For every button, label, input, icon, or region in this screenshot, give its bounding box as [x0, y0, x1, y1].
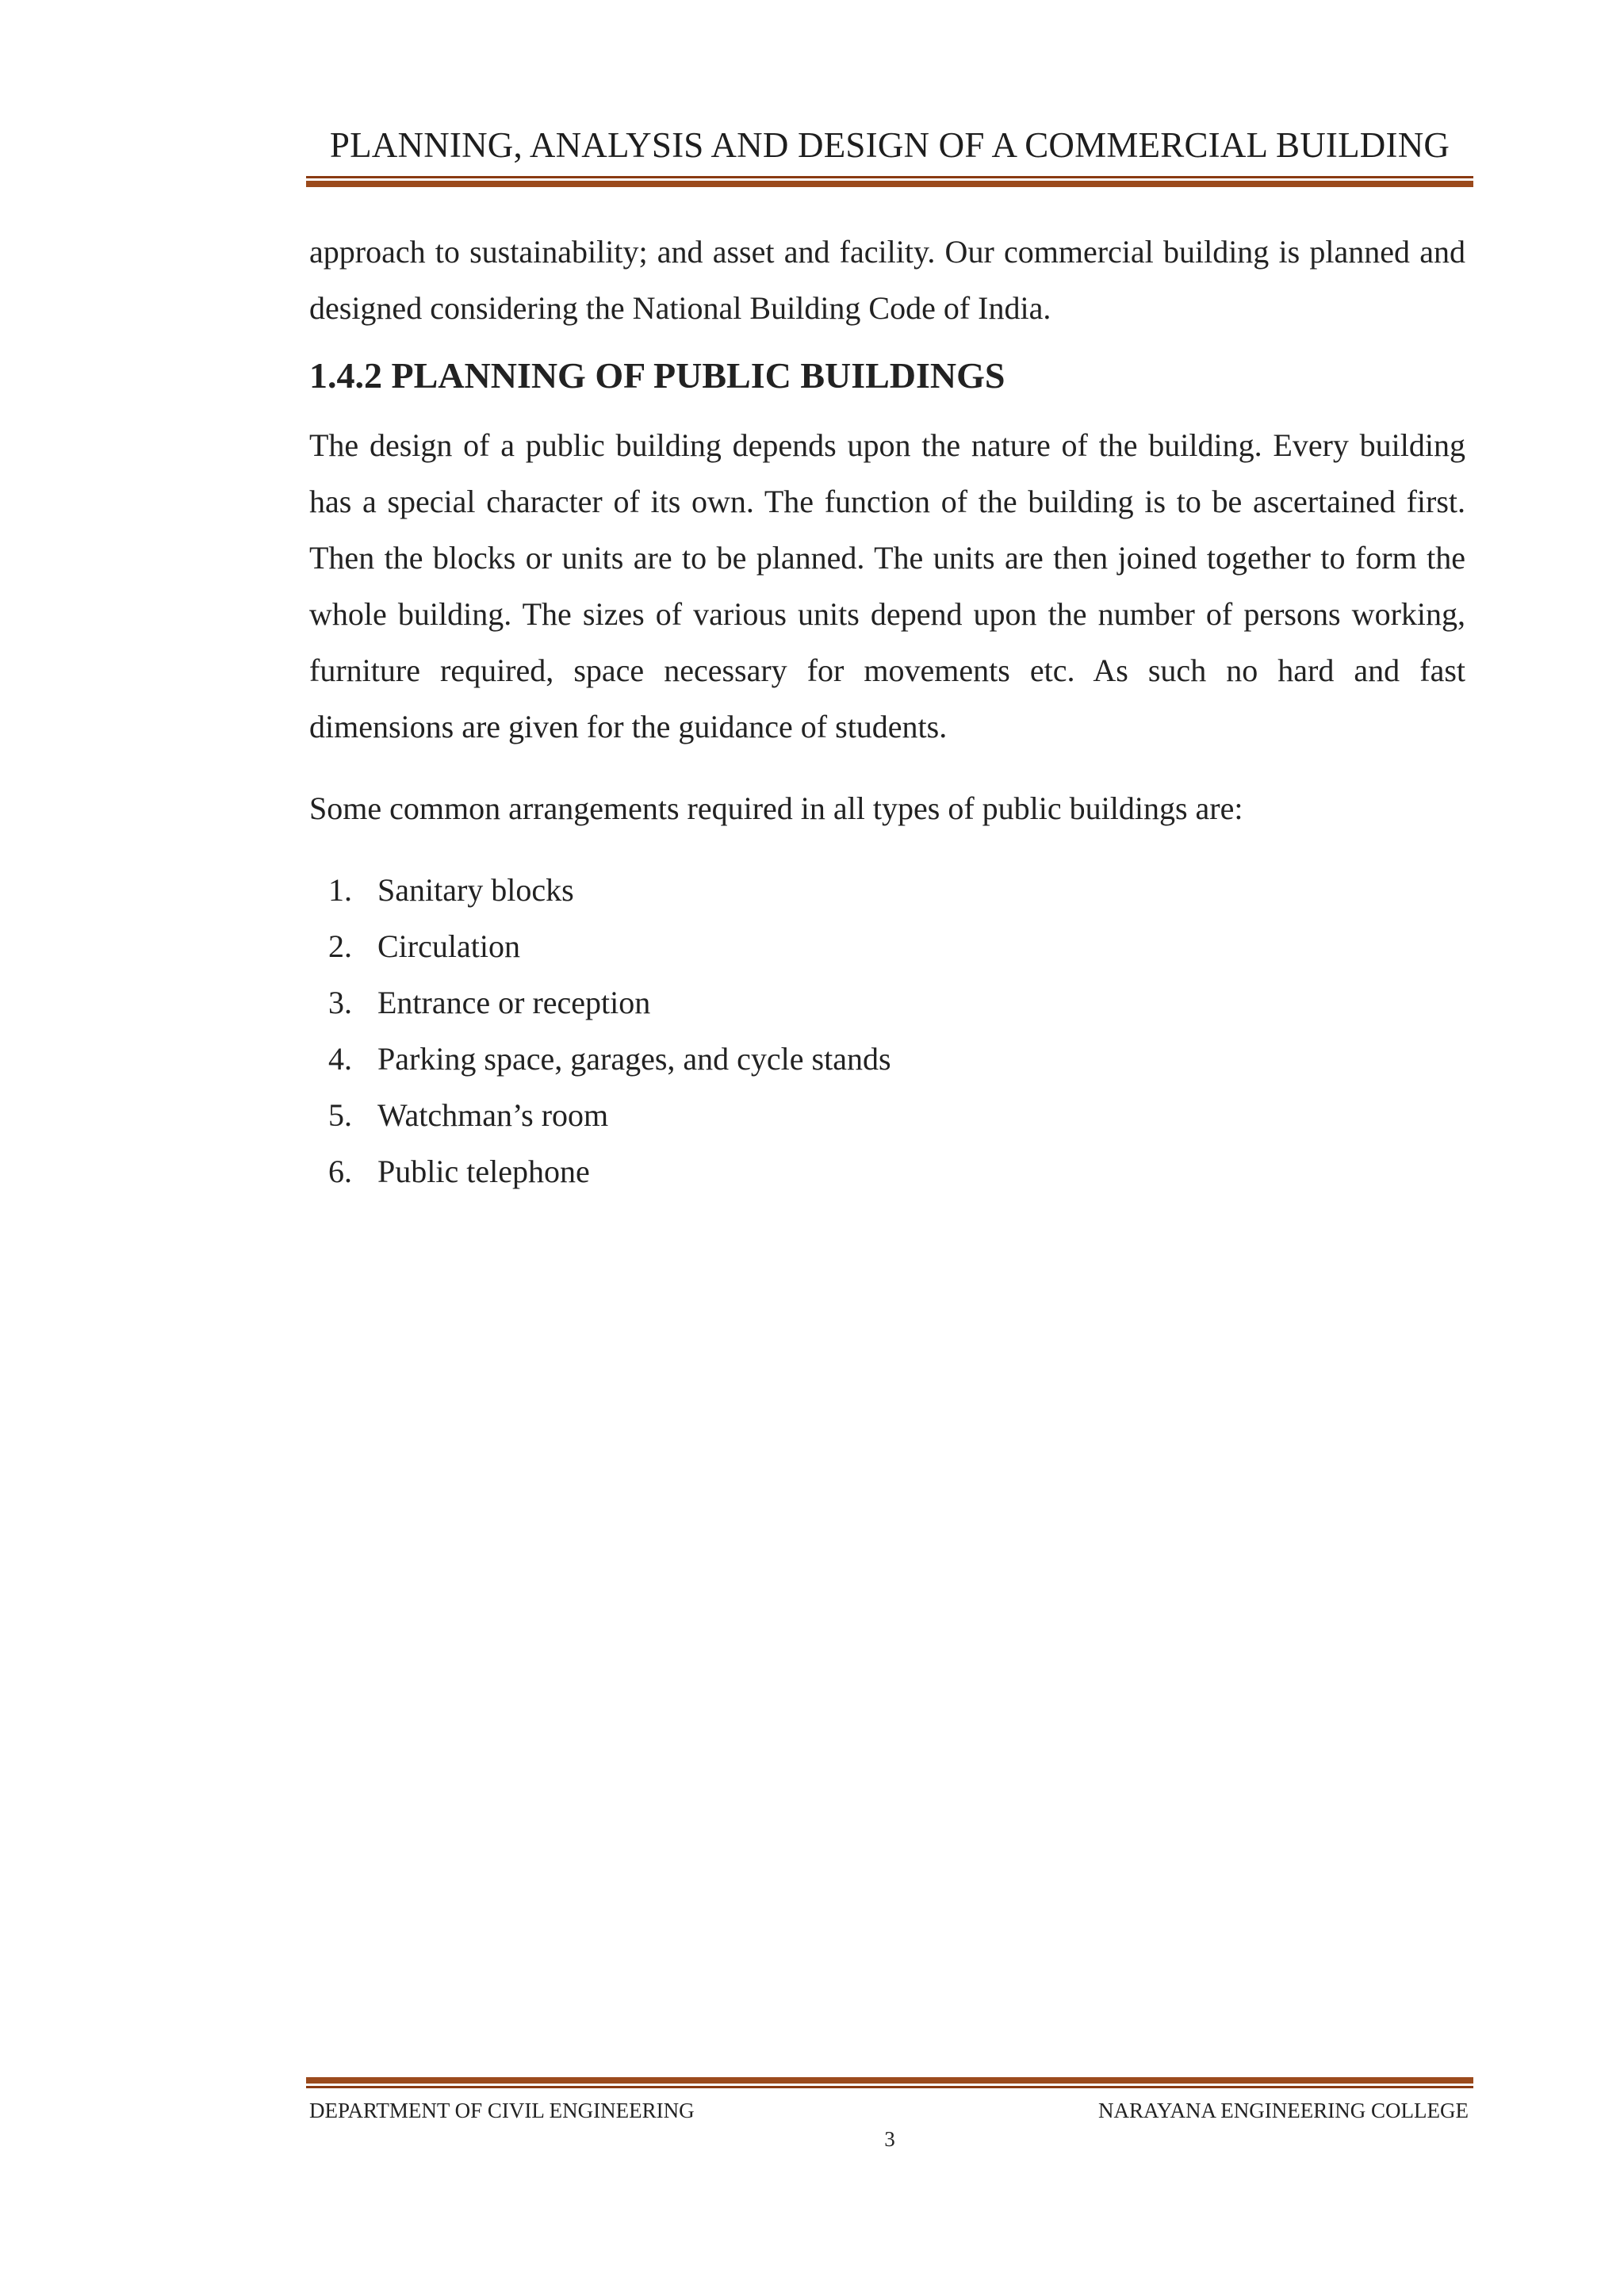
list-item	[309, 862, 1465, 918]
list-item	[309, 1031, 1465, 1087]
continuation-paragraph: approach to sustainability; and asset and facility. Our commercial building is planned and designed considering the National Building Code of India.	[309, 234, 1465, 326]
body-paragraph: The design of a public building depends upon the nature of the building. Every building has a special character of its own. The function of the building is to be ascertained first. Then the blocks or units are to be planned. The units are then joined together to form the whole building. The sizes of various units depend upon the number of persons working, furniture required, space necessary for movements etc. As such no hard and fast dimensions are given for the guidance of students.	[309, 427, 1465, 744]
footer-college: NARAYANA ENGINEERING COLLEGE	[1098, 2099, 1469, 2122]
list-item-number: 6.	[328, 1154, 352, 1189]
list-item-number: 3.	[328, 985, 352, 1020]
footer-department: DEPARTMENT OF CIVIL ENGINEERING	[309, 2099, 695, 2122]
list-item-number: 1.	[328, 872, 352, 908]
page-body	[309, 224, 1465, 1200]
footer-rule-thick-line	[306, 2077, 1473, 2084]
page-footer	[306, 2077, 1473, 2152]
list-item-number: 2.	[328, 928, 352, 964]
page-number: 3	[884, 2127, 895, 2151]
list-item	[309, 1087, 1465, 1143]
list-item-text: Sanitary blocks	[377, 872, 574, 908]
page-header	[306, 125, 1473, 187]
list-item	[309, 918, 1465, 974]
list-item-text: Public telephone	[377, 1154, 590, 1189]
list-item-text: Parking space, garages, and cycle stands	[377, 1041, 891, 1077]
list-item-text: Circulation	[377, 928, 520, 964]
list-item-number: 5.	[328, 1097, 352, 1133]
header-rule-thick-line	[306, 181, 1473, 187]
list-item-number: 4.	[328, 1041, 352, 1077]
list-item	[309, 1143, 1465, 1200]
list-item	[309, 974, 1465, 1031]
footer-rule-thin-line	[306, 2086, 1473, 2088]
arrangements-list	[309, 862, 1465, 1200]
list-item-text: Entrance or reception	[377, 985, 651, 1020]
footer-row	[306, 2098, 1473, 2123]
list-intro: Some common arrangements required in all types of public buildings are:	[309, 790, 1243, 826]
list-item-text: Watchman’s room	[377, 1097, 609, 1133]
document-title: PLANNING, ANALYSIS AND DESIGN OF A COMMERCIAL BUILDING	[329, 125, 1450, 165]
header-rule	[306, 176, 1473, 187]
section-heading: 1.4.2 PLANNING OF PUBLIC BUILDINGS	[309, 355, 1005, 396]
